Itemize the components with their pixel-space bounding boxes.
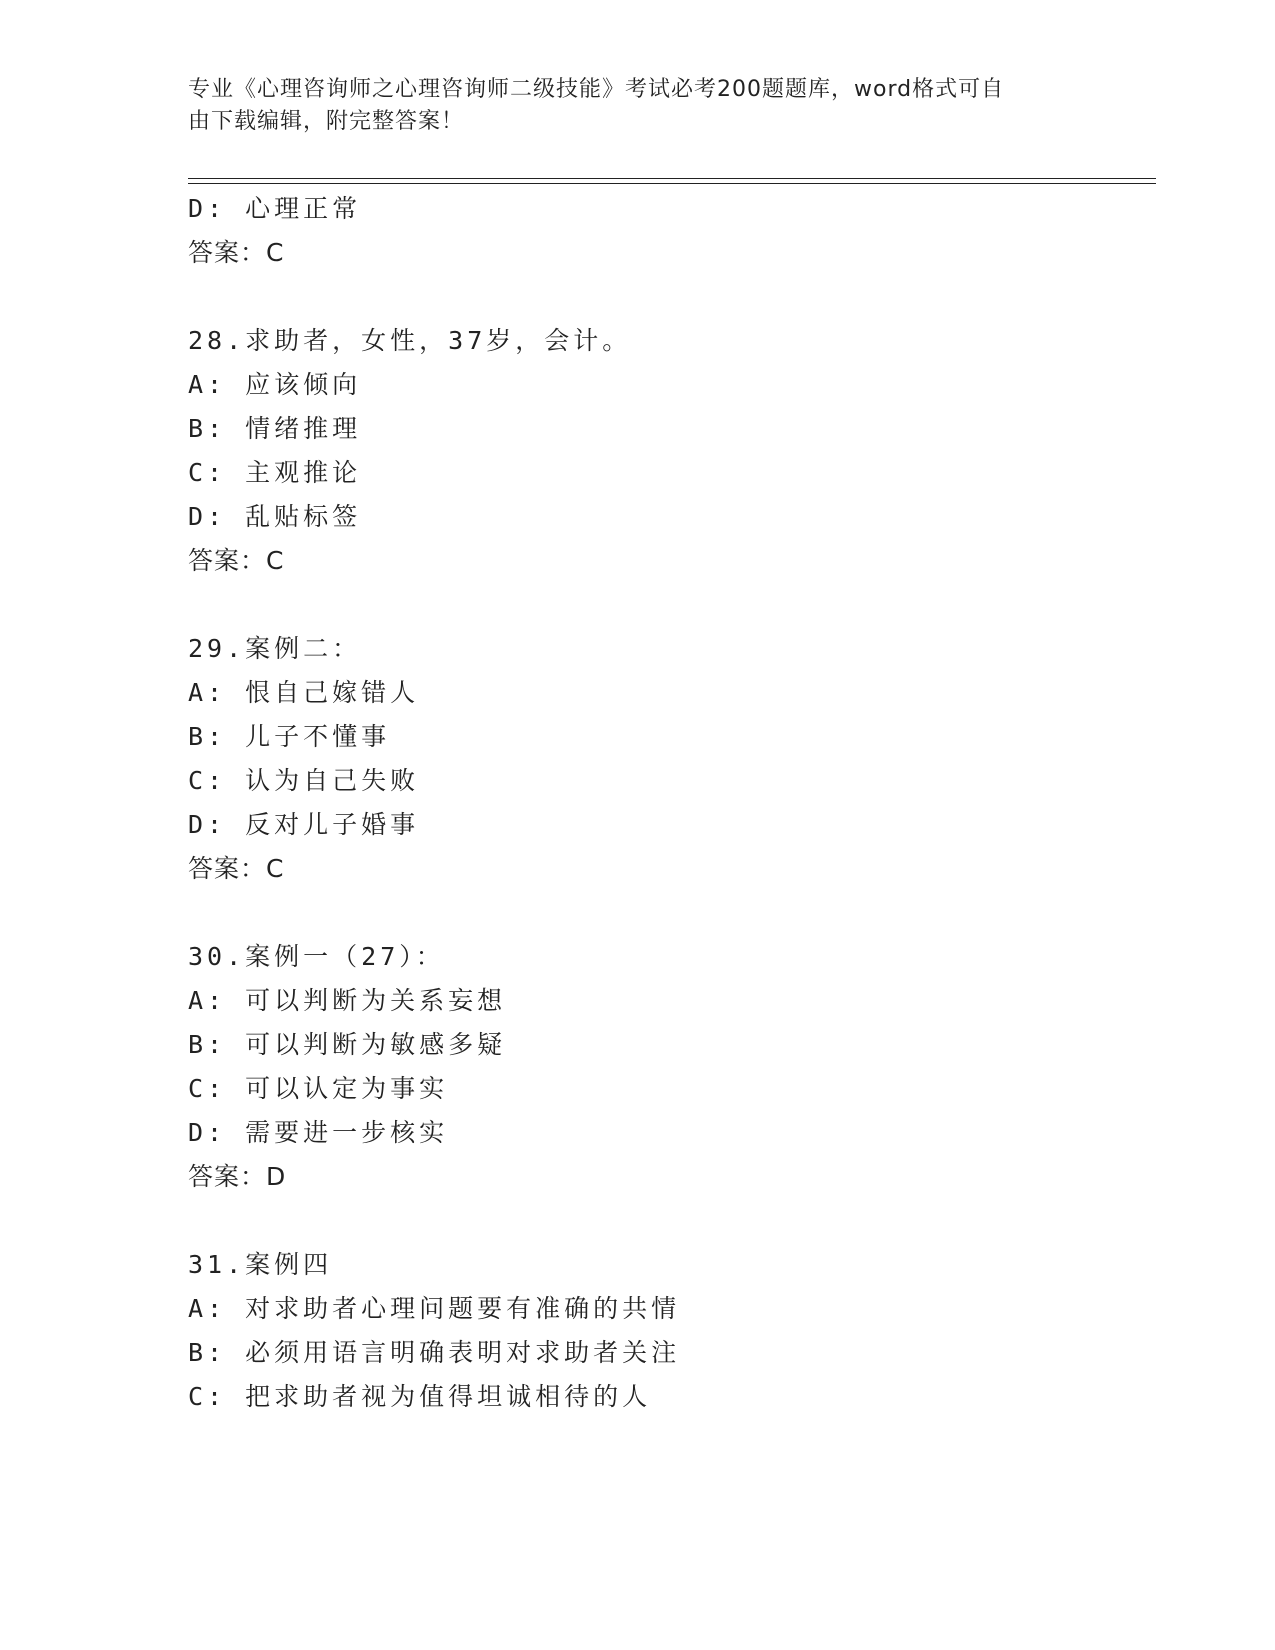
document-header (188, 74, 1068, 138)
option-d: D: 心理正常 (188, 194, 362, 223)
answer-line: 答案：C (188, 546, 285, 575)
header-divider-top (188, 178, 1156, 179)
question-stem-30: 30.案例一（27）： (188, 942, 445, 971)
option-a: A: 对求助者心理问题要有准确的共情 (188, 1294, 681, 1323)
question-stem-31: 31.案例四 (188, 1250, 333, 1279)
answer-line: 答案：D (188, 1162, 287, 1191)
option-d: D: 反对儿子婚事 (188, 810, 420, 839)
answer-line: 答案：C (188, 854, 285, 883)
option-c: C: 主观推论 (188, 458, 362, 487)
option-b: B: 可以判断为敏感多疑 (188, 1030, 507, 1059)
option-c: C: 可以认定为事实 (188, 1074, 449, 1103)
option-a: A: 恨自己嫁错人 (188, 678, 420, 707)
question-stem-28: 28.求助者，女性，37岁，会计。 (188, 326, 632, 355)
option-d: D: 需要进一步核实 (188, 1118, 449, 1147)
option-c: C: 认为自己失败 (188, 766, 420, 795)
header-line-2: 由下载编辑，附完整答案！ (188, 109, 465, 134)
option-a: A: 可以判断为关系妄想 (188, 986, 507, 1015)
question-stem-29: 29.案例二： (188, 634, 362, 663)
answer-line: 答案：C (188, 238, 285, 267)
option-b: B: 情绪推理 (188, 414, 362, 443)
option-d: D: 乱贴标签 (188, 502, 362, 531)
option-b: B: 儿子不懂事 (188, 722, 391, 751)
option-c: C: 把求助者视为值得坦诚相待的人 (188, 1382, 652, 1411)
option-b: B: 必须用语言明确表明对求助者关注 (188, 1338, 681, 1367)
header-line-1: 专业《心理咨询师之心理咨询师二级技能》考试必考200题题库，word格式可自 (188, 77, 1005, 102)
option-a: A: 应该倾向 (188, 370, 362, 399)
header-divider-bottom (188, 183, 1156, 184)
